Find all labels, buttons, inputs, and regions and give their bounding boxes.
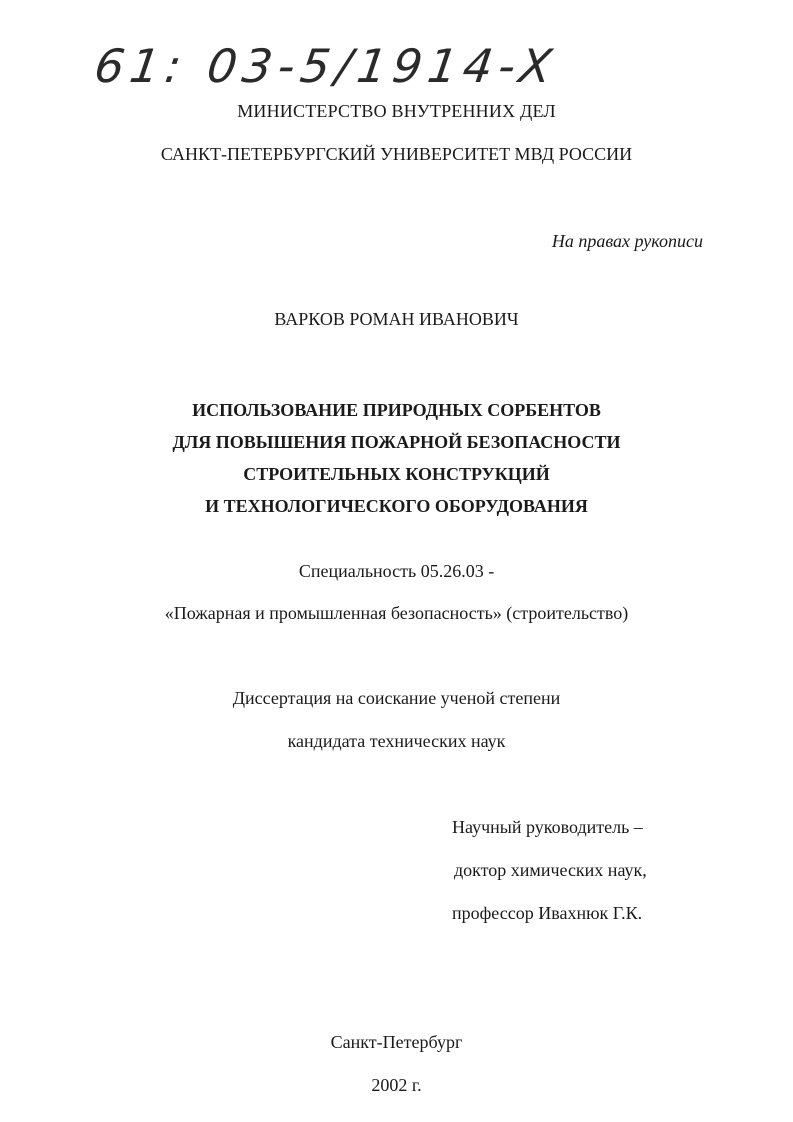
manuscript-note: На правах рукописи <box>551 231 703 251</box>
city: Санкт-Петербург <box>330 1032 463 1052</box>
title-line: И ТЕХНОЛОГИЧЕСКОГО ОБОРУДОВАНИЯ <box>205 496 588 516</box>
specialty-name: «Пожарная и промышленная безопасность» (строительство) <box>164 603 629 623</box>
supervisor-name: профессор Ивахнюк Г.К. <box>452 903 643 923</box>
author-name: ВАРКОВ РОМАН ИВАНОВИЧ <box>274 309 519 329</box>
handwritten-registry-mark: 61: 03-5/1914-X <box>91 39 561 93</box>
ministry-heading: МИНИСТЕРСТВО ВНУТРЕННИХ ДЕЛ <box>237 101 556 121</box>
supervisor-degree: доктор химических наук, <box>454 860 647 880</box>
title-line: ИСПОЛЬЗОВАНИЕ ПРИРОДНЫХ СОРБЕНТОВ <box>192 400 601 420</box>
university-heading: САНКТ-ПЕТЕРБУРГСКИЙ УНИВЕРСИТЕТ МВД РОССИИ <box>160 144 633 164</box>
title-line: ДЛЯ ПОВЫШЕНИЯ ПОЖАРНОЙ БЕЗОПАСНОСТИ <box>172 432 621 452</box>
dissertation-title <box>0 394 793 522</box>
title-line: СТРОИТЕЛЬНЫХ КОНСТРУКЦИЙ <box>243 464 550 484</box>
dissertation-degree-line-1: Диссертация на соискание ученой степени <box>232 688 561 708</box>
specialty-code: Специальность 05.26.03 - <box>298 561 495 581</box>
dissertation-degree-line-2: кандидата технических наук <box>287 731 506 751</box>
year: 2002 г. <box>371 1075 422 1095</box>
supervisor-role: Научный руководитель – <box>452 817 643 837</box>
